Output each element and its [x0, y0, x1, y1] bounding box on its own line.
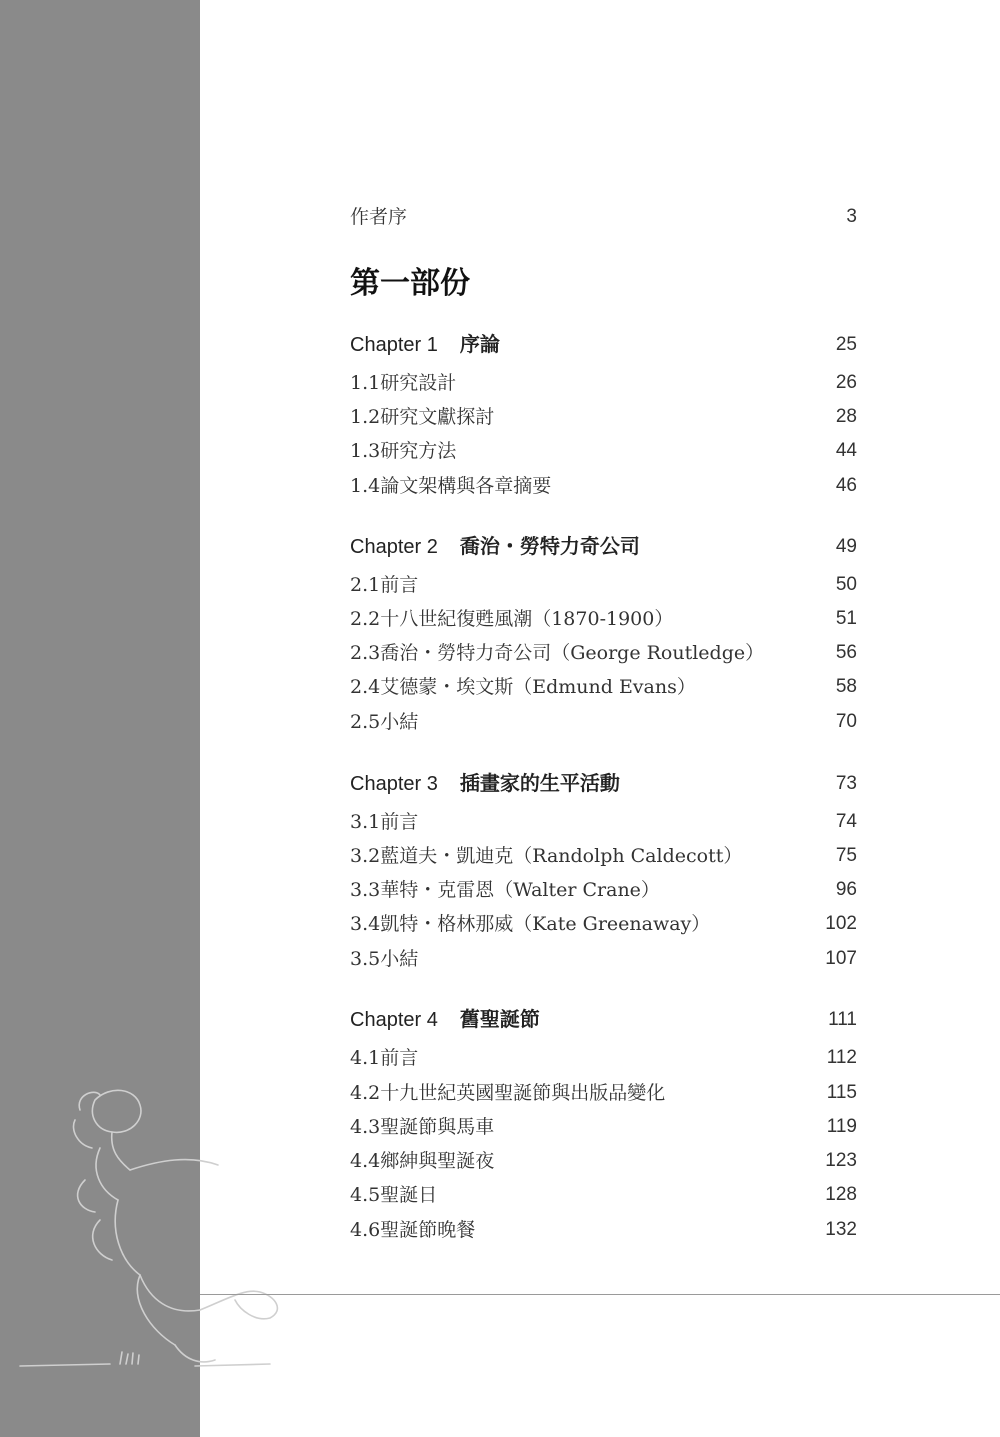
- section-page: 123: [825, 1150, 857, 1171]
- section-title: 3.4凱特・格林那威（Kate Greenaway）: [350, 913, 711, 935]
- section-page: 75: [835, 845, 857, 866]
- section-page: 74: [835, 811, 857, 832]
- section-title: 2.4艾德蒙・埃文斯（Edmund Evans）: [350, 676, 696, 698]
- section-title: 1.1研究設計: [350, 372, 457, 394]
- toc-chapter-row[interactable]: [350, 769, 857, 799]
- section-page: 132: [825, 1219, 857, 1240]
- toc-section-row[interactable]: [350, 1112, 857, 1142]
- toc-section-row[interactable]: [350, 1146, 857, 1176]
- toc-section-row[interactable]: [350, 436, 857, 466]
- chapter-title: 序論: [459, 334, 500, 356]
- toc-preface-page: 3: [846, 206, 857, 227]
- toc-section-row[interactable]: [350, 672, 857, 702]
- chapter-number: Chapter 1: [350, 334, 438, 356]
- section-title: 3.3華特・克雷恩（Walter Crane）: [350, 879, 660, 901]
- toc-section-row[interactable]: [350, 944, 857, 974]
- toc-section-row[interactable]: [350, 875, 857, 905]
- chapter-page: 25: [835, 334, 857, 355]
- chapter-title: 喬治・勞特力奇公司: [459, 536, 640, 558]
- running-figure-illustration: [0, 1060, 300, 1380]
- section-title: 3.5小結: [350, 948, 419, 970]
- toc-section-row[interactable]: [350, 1180, 857, 1210]
- part-title: 第一部份: [350, 266, 470, 301]
- section-page: 112: [826, 1047, 857, 1068]
- section-title: 4.6聖誕節晚餐: [350, 1219, 476, 1241]
- section-title: 4.1前言: [350, 1047, 419, 1069]
- section-page: 128: [825, 1184, 857, 1205]
- toc-section-row[interactable]: [350, 807, 857, 837]
- chapter-page: 111: [828, 1009, 857, 1030]
- section-page: 107: [825, 948, 857, 969]
- section-page: 102: [825, 913, 857, 934]
- section-page: 96: [835, 879, 857, 900]
- table-of-contents: [350, 0, 857, 1437]
- section-title: 4.4鄉紳與聖誕夜: [350, 1150, 495, 1172]
- chapter-page: 73: [835, 773, 857, 794]
- toc-section-row[interactable]: [350, 1043, 857, 1073]
- section-title: 1.2研究文獻探討: [350, 406, 495, 428]
- section-page: 44: [835, 440, 857, 461]
- section-title: 1.3研究方法: [350, 440, 457, 462]
- section-title: 2.2十八世紀復甦風潮（1870-1900）: [350, 608, 674, 630]
- toc-section-row[interactable]: [350, 909, 857, 939]
- toc-chapter-row[interactable]: [350, 1005, 857, 1035]
- section-page: 58: [835, 676, 857, 697]
- section-page: 56: [835, 642, 857, 663]
- toc-section-row[interactable]: [350, 604, 857, 634]
- section-title: 4.3聖誕節與馬車: [350, 1116, 495, 1138]
- chapter-number: Chapter 2: [350, 536, 438, 558]
- section-page: 70: [835, 711, 857, 732]
- section-title: 2.5小結: [350, 711, 419, 733]
- chapter-title: 插畫家的生平活動: [459, 773, 620, 795]
- section-page: 46: [835, 475, 857, 496]
- toc-section-row[interactable]: [350, 402, 857, 432]
- chapter-number: Chapter 4: [350, 1009, 438, 1031]
- section-title: 3.1前言: [350, 811, 419, 833]
- section-page: 26: [835, 372, 857, 393]
- toc-section-row[interactable]: [350, 471, 857, 501]
- toc-section-row[interactable]: [350, 638, 857, 668]
- chapter-title: 舊聖誕節: [459, 1009, 540, 1031]
- toc-section-row[interactable]: [350, 841, 857, 871]
- toc-section-row[interactable]: [350, 1215, 857, 1245]
- toc-chapter-row[interactable]: [350, 532, 857, 562]
- section-title: 2.3喬治・勞特力奇公司（George Routledge）: [350, 642, 765, 664]
- chapter-number: Chapter 3: [350, 773, 438, 795]
- toc-section-row[interactable]: [350, 368, 857, 398]
- section-page: 28: [835, 406, 857, 427]
- chapter-page: 49: [835, 536, 857, 557]
- section-title: 4.5聖誕日: [350, 1184, 438, 1206]
- section-title: 1.4論文架構與各章摘要: [350, 475, 552, 497]
- section-title: 4.2十九世紀英國聖誕節與出版品變化: [350, 1082, 666, 1104]
- section-title: 3.2藍道夫・凱迪克（Randolph Caldecott）: [350, 845, 743, 867]
- section-page: 50: [835, 574, 857, 595]
- toc-section-row[interactable]: [350, 570, 857, 600]
- toc-chapter-row[interactable]: [350, 330, 857, 360]
- section-page: 51: [835, 608, 857, 629]
- toc-section-row[interactable]: [350, 1078, 857, 1108]
- section-page: 115: [826, 1082, 857, 1103]
- section-page: 119: [826, 1116, 857, 1137]
- toc-preface-title: 作者序: [350, 206, 408, 228]
- section-title: 2.1前言: [350, 574, 419, 596]
- toc-section-row[interactable]: [350, 707, 857, 737]
- toc-preface-row[interactable]: [350, 202, 857, 232]
